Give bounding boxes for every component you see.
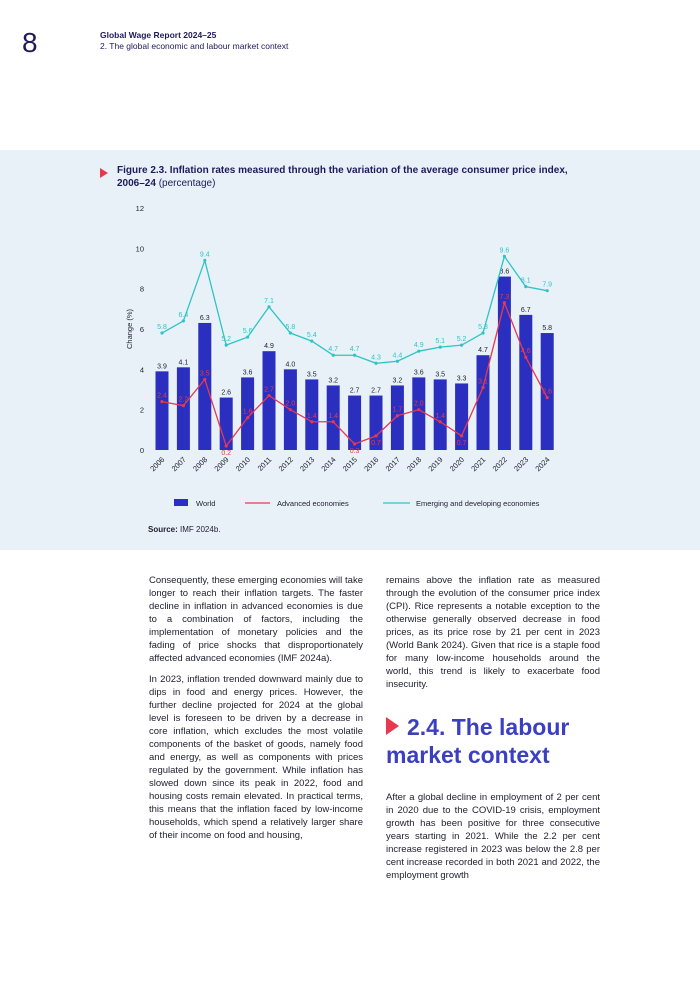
- y-tick-label: 8: [139, 284, 144, 294]
- bar-value-label: 3.5: [435, 371, 446, 379]
- bar-value-label: 3.6: [242, 369, 253, 377]
- advanced-value-label: 2.0: [413, 400, 424, 408]
- x-tick-label: 2012: [276, 455, 295, 474]
- paragraph: After a global decline in employment of 2 per cent in 2020 due to the COVID-19 crisis, employment growth has been positive for three consecutive years starting in 2021. While the 2.2 per cent increase registered in 2023 was below the 2.8 per cent increase recorded in both 2021 and 2022, the employment growth: [386, 792, 600, 881]
- section-heading: [386, 713, 600, 769]
- emerging-value-label: 7.9: [542, 281, 553, 289]
- bar-value-label: 6.7: [520, 306, 531, 314]
- point-emerging: [417, 350, 420, 353]
- emerging-value-label: 4.7: [349, 346, 360, 354]
- bar-value-label: 2.7: [371, 387, 381, 395]
- emerging-value-label: 4.7: [328, 346, 339, 354]
- bar-value-label: 6.3: [199, 314, 210, 322]
- emerging-value-label: 5.2: [221, 336, 232, 344]
- emerging-value-label: 9.6: [499, 247, 510, 255]
- bar-world: [220, 398, 233, 450]
- chapter-title: 2. The global economic and labour market context: [100, 41, 289, 51]
- point-advanced: [460, 434, 463, 437]
- point-emerging: [246, 335, 249, 338]
- advanced-value-label: 1.4: [435, 412, 446, 420]
- paragraph: In 2023, inflation trended downward mainly due to dips in food and energy prices. However, the further decline projected for 2024 at the global level is foreseen to be driven by a decrease in core inflation, which excludes the most volatile components of the basket of goods, namely food and energy, as well as components with prices regulated by the government. While inflation has slowed down since its peak in 2022, food and housing costs remain elevated. In practical terms, this means that the inflation faced by low-income households, which spend a relatively larger share of their income on food and housing,: [149, 674, 363, 841]
- point-emerging: [182, 319, 185, 322]
- x-tick-label: 2008: [191, 455, 210, 474]
- legend-label-advanced: Advanced economies: [277, 499, 349, 508]
- point-advanced: [332, 420, 335, 423]
- x-tick-label: 2024: [533, 455, 552, 474]
- paragraph: remains above the inflation rate as measured through the evolution of the consumer price index (CPI). Rice represents a notable exception to the otherwise generally observed decrease in food prices, as its price rose by 21 per cent in 2023 (World Bank 2024). Given that rice is a staple food for many low-income households around the world, this trend is likely to exacerbate food insecurity.: [386, 575, 600, 690]
- advanced-value-label: 2.4: [157, 392, 167, 400]
- point-emerging: [546, 289, 549, 292]
- emerging-value-label: 4.3: [371, 354, 381, 362]
- point-emerging: [439, 346, 442, 349]
- emerging-value-label: 5.8: [285, 324, 296, 332]
- source-label: Source:: [148, 525, 178, 534]
- point-emerging: [524, 285, 527, 288]
- bar-world: [519, 315, 532, 450]
- emerging-value-label: 5.8: [157, 324, 167, 332]
- point-emerging: [503, 255, 506, 258]
- bar-value-label: 4.9: [264, 343, 274, 351]
- bar-value-label: 2.7: [349, 387, 360, 395]
- point-advanced: [182, 404, 185, 407]
- x-tick-label: 2022: [490, 455, 509, 474]
- advanced-value-label: 1.4: [306, 412, 317, 420]
- y-axis-label: Change (%): [125, 308, 134, 350]
- point-advanced: [374, 434, 377, 437]
- point-advanced: [246, 416, 249, 419]
- point-advanced: [310, 420, 313, 423]
- x-tick-label: 2014: [319, 455, 338, 474]
- point-emerging: [460, 344, 463, 347]
- x-tick-label: 2015: [340, 455, 360, 474]
- legend-swatch-world: [174, 499, 188, 506]
- emerging-value-label: 9.4: [199, 251, 210, 259]
- point-emerging: [289, 331, 292, 334]
- emerging-value-label: 6.4: [178, 311, 189, 319]
- advanced-value-label: 0.7: [371, 439, 381, 447]
- bar-value-label: 3.2: [328, 377, 339, 385]
- x-tick-label: 2020: [447, 455, 467, 474]
- bar-value-label: 4.1: [178, 359, 189, 367]
- y-tick-label: 2: [139, 405, 144, 415]
- emerging-value-label: 5.2: [456, 336, 467, 344]
- point-advanced: [417, 408, 420, 411]
- x-tick-label: 2006: [148, 455, 167, 474]
- advanced-value-label: 2.0: [285, 400, 296, 408]
- y-tick-label: 4: [139, 365, 144, 375]
- emerging-value-label: 7.1: [264, 297, 274, 305]
- bar-value-label: 3.6: [413, 369, 424, 377]
- point-advanced: [160, 400, 163, 403]
- y-tick-label: 0: [139, 446, 144, 455]
- section-arrow-icon: [386, 717, 399, 735]
- point-emerging: [481, 331, 484, 334]
- bar-value-label: 8.6: [499, 268, 510, 276]
- running-header: [100, 30, 288, 52]
- x-tick-label: 2009: [212, 455, 231, 474]
- figure-source: [148, 525, 220, 534]
- point-advanced: [524, 356, 527, 359]
- x-tick-label: 2010: [233, 455, 253, 474]
- emerging-value-label: 8.1: [520, 277, 531, 285]
- point-advanced: [481, 386, 484, 389]
- bar-value-label: 4.7: [478, 347, 488, 355]
- bar-value-label: 5.8: [542, 325, 553, 333]
- inflation-chart: [0, 195, 700, 520]
- advanced-value-label: 1.6: [242, 408, 253, 416]
- x-tick-label: 2023: [512, 455, 531, 474]
- bar-value-label: 3.5: [306, 371, 317, 379]
- point-emerging: [396, 360, 399, 363]
- bar-value-label: 4.0: [285, 361, 296, 369]
- x-tick-label: 2021: [469, 455, 488, 474]
- advanced-value-label: 3.1: [478, 378, 488, 386]
- point-advanced: [203, 378, 206, 381]
- emerging-value-label: 4.4: [392, 352, 403, 360]
- x-tick-label: 2019: [426, 455, 445, 474]
- emerging-value-label: 4.9: [413, 342, 424, 350]
- emerging-value-label: 5.4: [306, 332, 317, 340]
- point-emerging: [374, 362, 377, 365]
- legend-label-emerging: Emerging and developing economies: [416, 499, 540, 508]
- caption-unit: (percentage): [155, 178, 216, 189]
- legend-label-world: World: [196, 499, 216, 508]
- advanced-value-label: 2.2: [178, 396, 189, 404]
- advanced-value-label: 1.4: [328, 412, 339, 420]
- section-title: 2.4. The labour market context: [386, 714, 570, 768]
- bar-value-label: 3.3: [456, 375, 467, 383]
- report-title: Global Wage Report 2024–25: [100, 30, 217, 40]
- page-number: 8: [22, 27, 38, 58]
- point-advanced: [225, 444, 228, 447]
- emerging-value-label: 5.6: [242, 328, 253, 336]
- emerging-value-label: 5.1: [435, 338, 446, 346]
- caption-arrow-icon: [100, 168, 108, 178]
- source-text: IMF 2024b.: [177, 525, 221, 534]
- x-tick-label: 2013: [298, 455, 317, 474]
- advanced-value-label: 0.2: [221, 449, 232, 457]
- advanced-value-label: 0.3: [349, 447, 360, 455]
- figure-caption: [117, 164, 597, 190]
- point-advanced: [503, 301, 506, 304]
- point-advanced: [439, 420, 442, 423]
- point-emerging: [267, 305, 270, 308]
- advanced-value-label: 0.7: [456, 439, 467, 447]
- point-emerging: [353, 354, 356, 357]
- bar-world: [198, 323, 211, 450]
- point-advanced: [289, 408, 292, 411]
- x-tick-label: 2007: [169, 455, 188, 474]
- advanced-value-label: 2.6: [542, 388, 553, 396]
- point-advanced: [546, 396, 549, 399]
- point-advanced: [353, 442, 356, 445]
- point-advanced: [396, 414, 399, 417]
- body-column-right: [386, 574, 600, 890]
- emerging-value-label: 5.8: [478, 324, 488, 332]
- bar-value-label: 3.9: [157, 363, 167, 371]
- y-tick-label: 6: [139, 325, 144, 334]
- y-tick-label: 10: [135, 244, 144, 254]
- point-emerging: [203, 259, 206, 262]
- bar-world: [156, 371, 169, 450]
- caption-title: Figure 2.3. Inflation rates measured through the variation of the average consumer price index, 2006–24: [117, 165, 568, 189]
- point-emerging: [310, 340, 313, 343]
- x-tick-label: 2011: [255, 455, 274, 473]
- bar-value-label: 2.6: [221, 389, 232, 397]
- body-column-left: [149, 574, 363, 850]
- advanced-value-label: 2.7: [264, 386, 274, 394]
- x-tick-label: 2017: [383, 455, 402, 474]
- point-emerging: [332, 354, 335, 357]
- bar-world: [391, 385, 404, 450]
- point-advanced: [267, 394, 270, 397]
- x-tick-label: 2016: [362, 455, 381, 474]
- bar-world: [412, 377, 425, 450]
- point-emerging: [225, 344, 228, 347]
- advanced-value-label: 7.3: [499, 293, 510, 301]
- paragraph: Consequently, these emerging economies will take longer to reach their inflation targets. The faster decline in inflation in advanced economies is due to a combination of factors, including the implementation of monetary policies and the fading of price shocks that disproportionately affected advanced economies (IMF 2024a).: [149, 575, 363, 664]
- advanced-value-label: 4.6: [520, 348, 531, 356]
- advanced-value-label: 3.5: [199, 370, 210, 378]
- point-emerging: [160, 331, 163, 334]
- bar-world: [177, 367, 190, 450]
- bar-value-label: 3.2: [392, 377, 403, 385]
- y-tick-label: 12: [135, 204, 144, 213]
- x-tick-label: 2018: [405, 455, 424, 474]
- advanced-value-label: 1.7: [392, 406, 403, 414]
